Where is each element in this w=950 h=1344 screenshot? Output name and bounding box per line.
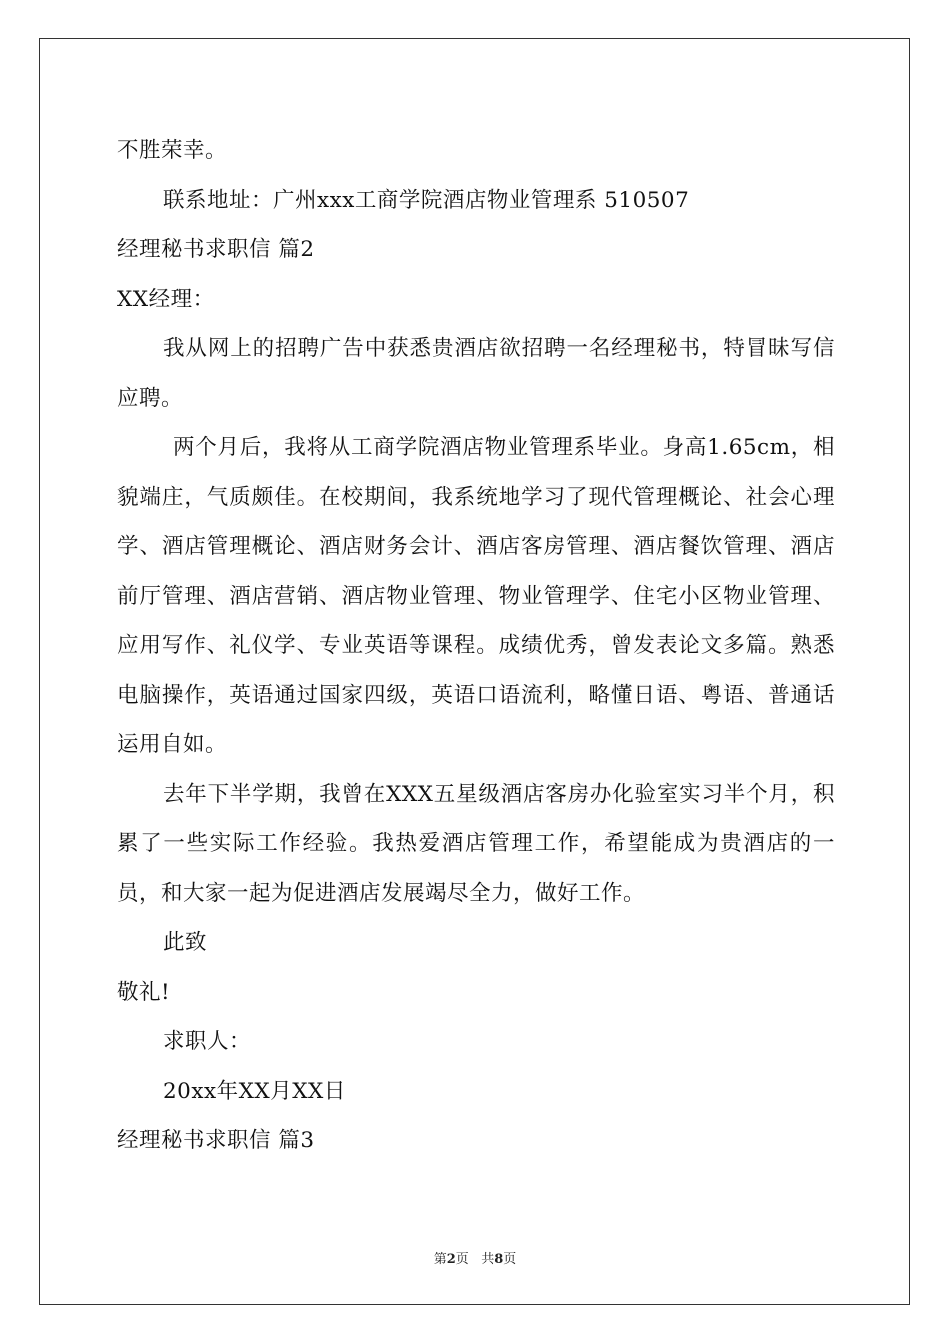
paragraph: 去年下半学期，我曾在XXX五星级酒店客房办化验室实习半个月，积累了一些实际工作经验。我热爱酒店管理工作，希望能成为贵酒店的一员，和大家一起为促进酒店发展竭尽全力，做好工作。 [117, 781, 835, 906]
salutation: XX经理： [117, 286, 215, 312]
document-body [117, 126, 835, 1166]
text-line: 不胜荣幸。 [117, 138, 228, 163]
footer-suffix: 页 [503, 1252, 517, 1267]
paragraph: 我从网上的招聘广告中获悉贵酒店欲招聘一名经理秘书，特冒昧写信应聘。 [117, 336, 835, 411]
date-line: 20xx年XX月XX日 [163, 1078, 346, 1104]
signature-label: 求职人： [163, 1029, 252, 1054]
section-heading: 经理秘书求职信 篇3 [117, 1128, 315, 1153]
paragraph: 两个月后，我将从工商学院酒店物业管理系毕业。身高1.65cm，相貌端庄，气质颇佳。在校期间，我系统地学习了现代管理概论、社会心理学、酒店管理概论、酒店财务会计、酒店客房管理、酒店餐饮管理、酒店前厅管理、酒店营销、酒店物业管理、物业管理学、住宅小区物业管理、应用写作、礼仪学、专业英语等课程。成绩优秀，曾发表论文多篇。熟悉电脑操作，英语通过国家四级，英语口语流利，略懂日语、粤语、普通话运用自如。 [117, 435, 835, 757]
page-footer [0, 1248, 950, 1267]
footer-prefix: 第 [433, 1252, 447, 1267]
section-heading: 经理秘书求职信 篇2 [117, 237, 315, 262]
closing-line: 此致 [163, 930, 208, 955]
current-page-number: 2 [446, 1252, 456, 1267]
closing-greeting: 敬礼! [117, 979, 171, 1005]
footer-middle: 页 共 [455, 1252, 495, 1267]
total-page-number: 8 [494, 1252, 504, 1267]
contact-address: 联系地址：广州xxx工商学院酒店物业管理系 510507 [163, 187, 690, 213]
